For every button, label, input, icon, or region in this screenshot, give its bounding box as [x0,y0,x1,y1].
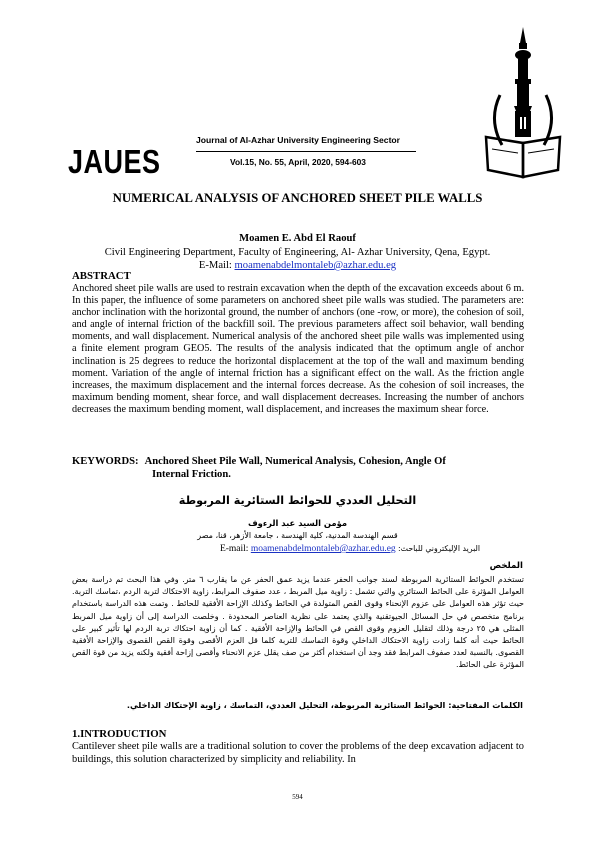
arabic-keywords-label: الكلمات المفتاحية: [448,700,523,710]
author-email-link[interactable]: moamenabdelmontaleb@azhar.edu.eg [234,260,397,271]
journal-name: Journal of Al-Azhar University Engineering Sector [195,135,401,145]
arabic-keywords-text: الحوائط الستائرية المربوطة، التحليل العددي، التماسك ، زاوية الإحتكاك الداخلي. [126,700,446,710]
journal-logo: JAUES [68,143,161,181]
keywords-label: KEYWORDS: [72,456,139,467]
author-affiliation: Civil Engineering Department, Faculty of Engineering, Al- Azhar University, Qena, Egypt. [104,247,491,258]
author-name: Moamen E. Abd El Raouf [239,233,356,244]
abstract-text: Anchored sheet pile walls are used to restrain excavation when the depth of the excavation exceeds about 6 m. In this paper, the influence of some parameters on anchored sheet pile walls was studied. The parameters are: anchor inclination with the horizontal ground, the number of anchors (one -row, or more), the cohesion of soil, and angle of internal friction of the backfill soil. The previous parameters affect soil behavior, wall bending moments, and wall displacement. Numerical analysis of the anchored sheet pile walls was implemented using a finite element program GEO5. The results of the analysis indicated that the optimum angle of anchor inclination is 25 degrees to reduce the horizontal displacement at the top of the wall and maximum bending moment. Variation of the angle of internal friction has a significant effect on the wall. As the friction angle increases, the maximum displacement and the internal forces decrease. As the cohesion of soil increases, the maximum bending moment, shear force, and wall displacement decreases. Increasing the number of anchors decreases the maximum bending moment, wall displacement, and increases the maximum shear force. [72,283,524,415]
arabic-affiliation: قسم الهندسة المدنية، كلية الهندسة ، جامعة الأزهر، قنا، مصر [197,531,398,540]
arabic-abstract-heading: الملخص [489,561,523,571]
arabic-title: التحليل العددي للحوائط الستائرية المربوطة [178,494,417,507]
introduction-text: Cantilever sheet pile walls are a traditional solution to cover the problems of the deep excavation adjacent to buildings, this solution characterized by simplicity and reliability. In [72,741,524,765]
header-rule [196,151,416,152]
arabic-email-line [160,544,480,554]
email-label: E-Mail: [198,260,232,271]
arabic-email-prefix: E-mail: [219,544,249,554]
keywords-line1: Anchored Sheet Pile Wall, Numerical Analysis, Cohesion, Angle Of [144,456,446,467]
arabic-abstract-text: تستخدم الحوائط الستائرية المربوطة لسند جوانب الحفر عندما يزيد عمق الحفر عن ما يقارب ٦ متر. وفي هذا البحث تم دراسة بعض العوامل المؤثرة على الحائط الستائري والتي تشمل : زاوية ميل المربط ، عدد صفوف المرابط، زاوية الاحتكاك لتربة الردم ،تماسك التربة. حيث تؤثر هذه العوامل على عزوم الإنحناء وقوى القص المتولدة في الحائط وكذلك الإزاحة الأفقية للحائط . وتمت هذه الدراسة باستخدام برنامج متخصص في حل المسائل الجيوتقنية والذي يعتمد على نظرية العناصر المحدودة . وخلصت الدراسة إلى أن زاوية ميل المربط المثلى هي ٢٥ درجة وذلك لتقليل العزوم وقوى القص في الحائط والإزاحة الأفقية . كما أن زاوية احتكاك تربة الردم لها تأثير كبير على الحائط حيث أنه كلما زادت زاوية الاحتكاك الداخلي وقوة التماسك للتربة كلما قل العزم الأقصى وقوة القص القصوى والإزاحة الأفقية القصوى. بالنسبة لعدد صفوف المرابط فقد وجد أن استخدام أكثر من صف يقلل عزم الانحناء وأقصى إزاحة أفقية ولكنه يزيد من قوة القص المؤثرة على الحائط. [72,575,525,670]
arabic-keywords [71,700,523,710]
keywords-line2: Internal Friction. [152,469,231,480]
page-number: 594 [292,793,303,801]
introduction-heading: 1.INTRODUCTION [72,728,167,740]
paper-title: NUMERICAL ANALYSIS OF ANCHORED SHEET PILE WALLS [112,191,483,205]
keywords [72,455,532,481]
university-emblem-icon [478,25,568,183]
abstract-heading: ABSTRACT [72,270,131,282]
arabic-author: مؤمن السيد عبد الرءوف [247,518,348,528]
volume-info: Vol.15, No. 55, April, 2020, 594-603 [230,157,366,167]
arabic-email-label: البريد الإليكتروني للباحث: [398,544,480,553]
arabic-email-link[interactable]: moamenabdelmontaleb@azhar.edu.eg [250,544,396,554]
